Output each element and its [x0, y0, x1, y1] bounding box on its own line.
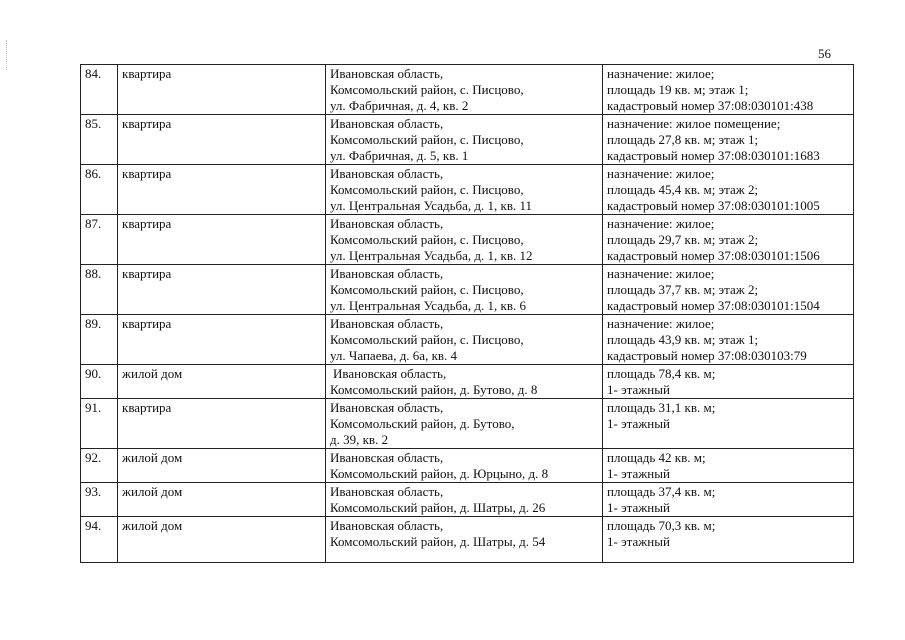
object-type: жилой дом — [118, 449, 326, 483]
address-line: Комсомольский район, с. Писцово, — [330, 181, 524, 197]
object-address — [326, 365, 603, 399]
address-line: Ивановская область, — [333, 366, 447, 381]
details-line: площадь 19 кв. м; этаж 1; — [607, 81, 749, 97]
details-line: площадь 43,9 кв. м; этаж 1; — [607, 331, 759, 347]
row-number: 94. — [81, 517, 118, 563]
table-row — [81, 517, 854, 563]
details-line: площадь 37,4 кв. м; — [607, 484, 716, 499]
object-address — [326, 115, 603, 165]
row-number: 89. — [81, 315, 118, 365]
details-line: площадь 31,1 кв. м; — [607, 400, 716, 415]
object-type: квартира — [118, 65, 326, 115]
object-address — [326, 449, 603, 483]
details-line: назначение: жилое; — [607, 316, 715, 331]
row-number: 87. — [81, 215, 118, 265]
address-line: Комсомольский район, с. Писцово, — [330, 331, 524, 347]
details-line: кадастровый номер 37:08:030101:438 — [607, 97, 814, 113]
address-line: ул. Центральная Усадьба, д. 1, кв. 6 — [330, 297, 526, 313]
row-number: 84. — [81, 65, 118, 115]
table-row — [81, 449, 854, 483]
details-line: назначение: жилое; — [607, 266, 715, 281]
object-details — [603, 517, 854, 563]
scan-margin-marks — [6, 40, 11, 70]
address-line: ул. Фабричная, д. 4, кв. 2 — [330, 97, 469, 113]
object-address — [326, 315, 603, 365]
object-details — [603, 449, 854, 483]
details-line: площадь 27,8 кв. м; этаж 1; — [607, 131, 759, 147]
table-row — [81, 165, 854, 215]
address-line: ул. Фабричная, д. 5, кв. 1 — [330, 147, 469, 163]
table-row — [81, 265, 854, 315]
details-line: площадь 45,4 кв. м; этаж 2; — [607, 181, 759, 197]
object-type: квартира — [118, 165, 326, 215]
table-row — [81, 483, 854, 517]
object-details — [603, 399, 854, 449]
object-address — [326, 65, 603, 115]
row-number: 86. — [81, 165, 118, 215]
address-line: ул. Центральная Усадьба, д. 1, кв. 11 — [330, 197, 532, 213]
object-details — [603, 483, 854, 517]
table-row — [81, 215, 854, 265]
address-line: Комсомольский район, д. Бутово, д. 8 — [330, 381, 538, 397]
details-line: 1- этажный — [607, 465, 670, 481]
address-line: Ивановская область, — [330, 216, 444, 231]
object-details — [603, 65, 854, 115]
address-line: Комсомольский район, д. Юрцыно, д. 8 — [330, 465, 549, 481]
details-line: кадастровый номер 37:08:030101:1506 — [607, 247, 820, 263]
details-line: площадь 42 кв. м; — [607, 450, 706, 465]
object-details — [603, 215, 854, 265]
object-details — [603, 265, 854, 315]
details-line: кадастровый номер 37:08:030101:1504 — [607, 297, 820, 313]
row-number: 93. — [81, 483, 118, 517]
object-address — [326, 399, 603, 449]
table-row — [81, 399, 854, 449]
address-line: Ивановская область, — [330, 484, 444, 499]
object-type: квартира — [118, 115, 326, 165]
object-type: квартира — [118, 315, 326, 365]
address-line: Комсомольский район, с. Писцово, — [330, 131, 524, 147]
object-address — [326, 517, 603, 563]
row-number: 88. — [81, 265, 118, 315]
object-details — [603, 365, 854, 399]
address-line: Комсомольский район, с. Писцово, — [330, 231, 524, 247]
page-number: 56 — [818, 46, 831, 61]
address-line: ул. Центральная Усадьба, д. 1, кв. 12 — [330, 247, 533, 263]
details-line: назначение: жилое; — [607, 216, 715, 231]
details-line: назначение: жилое; — [607, 66, 715, 81]
address-line: Ивановская область, — [330, 116, 444, 131]
details-line: площадь 70,3 кв. м; — [607, 518, 716, 533]
address-line: Комсомольский район, д. Бутово, — [330, 415, 515, 431]
row-number: 90. — [81, 365, 118, 399]
object-address — [326, 165, 603, 215]
address-line: д. 39, кв. 2 — [330, 431, 389, 447]
address-line: Комсомольский район, д. Шатры, д. 54 — [330, 533, 546, 549]
row-number: 85. — [81, 115, 118, 165]
object-type: жилой дом — [118, 365, 326, 399]
object-details — [603, 115, 854, 165]
address-line: Ивановская область, — [330, 400, 444, 415]
details-line: кадастровый номер 37:08:030101:1005 — [607, 197, 820, 213]
details-line: 1- этажный — [607, 415, 670, 431]
address-line: Ивановская область, — [330, 66, 444, 81]
address-line: Ивановская область, — [330, 166, 444, 181]
details-line: кадастровый номер 37:08:030103:79 — [607, 347, 807, 363]
address-line: Комсомольский район, с. Писцово, — [330, 281, 524, 297]
row-number: 91. — [81, 399, 118, 449]
property-registry-table — [80, 64, 854, 563]
object-address — [326, 215, 603, 265]
details-line: площадь 29,7 кв. м; этаж 2; — [607, 231, 759, 247]
details-line: 1- этажный — [607, 499, 670, 515]
object-address — [326, 483, 603, 517]
object-type: квартира — [118, 215, 326, 265]
object-address — [326, 265, 603, 315]
object-details — [603, 165, 854, 215]
object-type: квартира — [118, 265, 326, 315]
table-row — [81, 365, 854, 399]
table-row — [81, 115, 854, 165]
object-type: жилой дом — [118, 483, 326, 517]
object-type: жилой дом — [118, 517, 326, 563]
address-line: Комсомольский район, д. Шатры, д. 26 — [330, 499, 546, 515]
details-line: площадь 78,4 кв. м; — [607, 366, 716, 381]
details-line: назначение: жилое; — [607, 166, 715, 181]
row-number: 92. — [81, 449, 118, 483]
object-type: квартира — [118, 399, 326, 449]
details-line: 1- этажный — [607, 381, 670, 397]
details-line: 1- этажный — [607, 533, 670, 549]
address-line: Ивановская область, — [330, 518, 444, 533]
table-row — [81, 65, 854, 115]
details-line: назначение: жилое помещение; — [607, 116, 781, 131]
table-row — [81, 315, 854, 365]
details-line: кадастровый номер 37:08:030101:1683 — [607, 147, 820, 163]
address-line: ул. Чапаева, д. 6а, кв. 4 — [330, 347, 458, 363]
address-line: Ивановская область, — [330, 450, 444, 465]
address-line: Комсомольский район, с. Писцово, — [330, 81, 524, 97]
object-details — [603, 315, 854, 365]
details-line: площадь 37,7 кв. м; этаж 2; — [607, 281, 759, 297]
address-line: Ивановская область, — [330, 266, 444, 281]
address-line: Ивановская область, — [330, 316, 444, 331]
